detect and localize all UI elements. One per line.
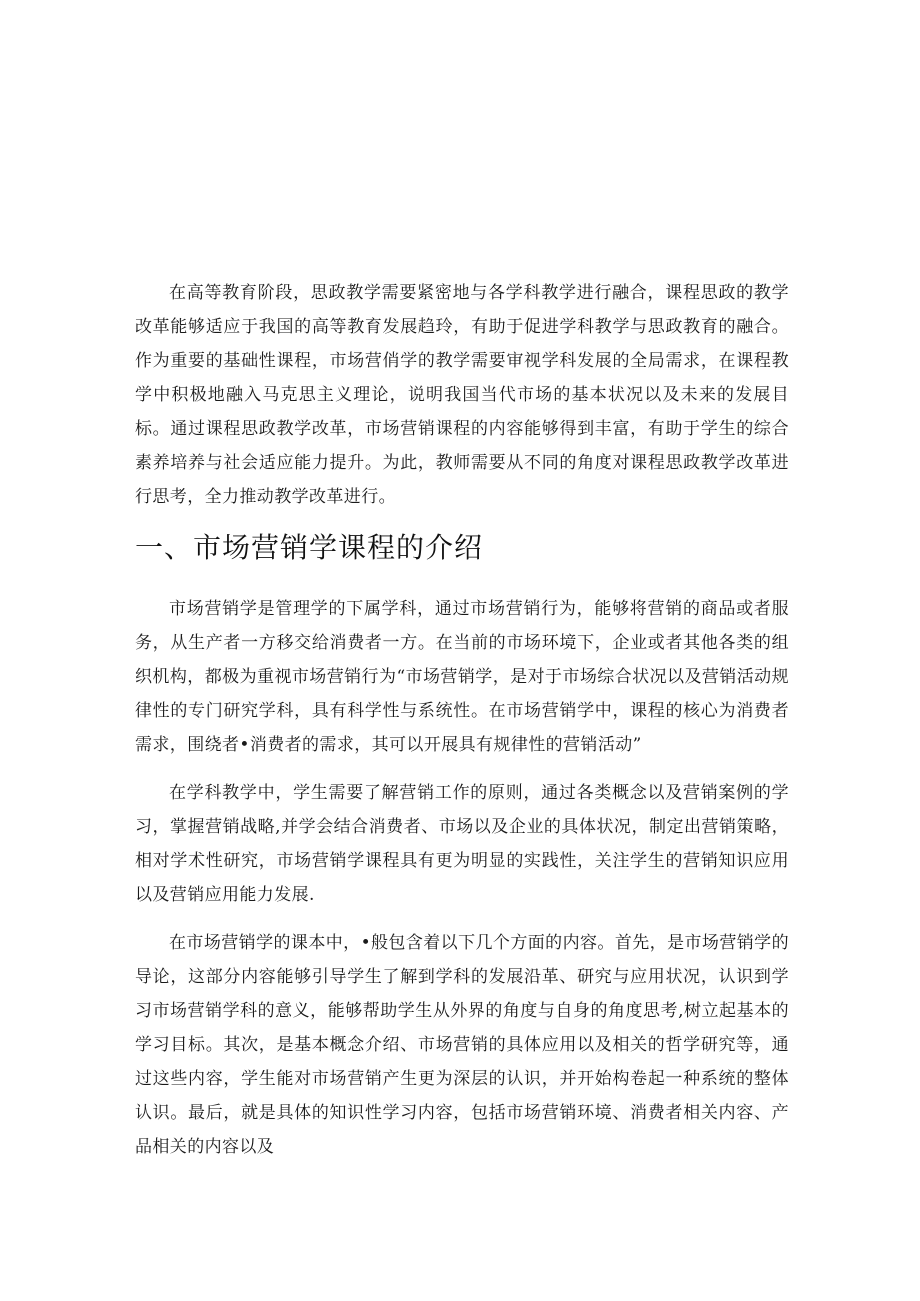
body-paragraph-3: 在市场营销学的课本中，•般包含着以下几个方面的内容。首先，是市场营销学的导论，这部分内容能够引导学生了解到学科的发展沿革、研究与应用状况，认识到学习市场营销学科的意义，能够帮助学生从外界的角度与自身的角度思考,树立起基本的学习目标。其次，是基本概念介绍、市场营销的具体应用以及相关的哲学研究等，通过这些内容，学生能对市场营销产生更为深层的认识，并开始构卷起一种系统的整体认识。最后，就是具体的知识性学习内容，包括市场营销环境、消费者相关内容、产品相关的内容以及	[135, 933, 789, 1157]
intro-paragraph: 在高等教育阶段，思政教学需要紧密地与各学科教学进行融合，课程思政的教学改革能够适应于我国的高等教育发展趋玲，有助于促进学科教学与思政教育的融合。作为重要的基础性课程，市场营俏学的教学需要审视学科发展的全局需求，在课程教学中积极地融入马克思主义理论，说明我国当代市场的基本状况以及未来的发展目标。通过课程思政教学改革，市场营销课程的内容能够得到丰富，有助于学生的综合素养培养与社会适应能力提升。为此，教师需要从不同的角度对课程思政教学改革进行思考，全力推动教学改革进行。	[135, 283, 789, 507]
body-paragraph-1: 市场营销学是管理学的下属学科，通过市场营销行为，能够将营销的商品或者服务，从生产者一方移交给消费者一方。在当前的市场环境下，企业或者其他各类的组织机构，都极为重视市场营销行为“市场营销学，是对于市场综合状况以及营销活动规律性的专门研究学科，具有科学性与系统性。在市场营销学中，课程的核心为消费者需求，围绕者•消费者的需求，其可以开展具有规律性的营销活动”	[135, 599, 789, 755]
document-body	[135, 276, 789, 1164]
section-heading: 一、市场营销学课程的介绍	[135, 531, 484, 564]
body-paragraph-2: 在学科教学中，学生需要了解营销工作的原则，通过各类概念以及营销案例的学习，掌握营销战略,并学会结合消费者、市场以及企业的具体状况，制定出营销策略，相对学术性研究，市场营销学课程具有更为明显的实践性，关注学生的营销知识应用以及营销应用能力发展.	[135, 783, 789, 905]
